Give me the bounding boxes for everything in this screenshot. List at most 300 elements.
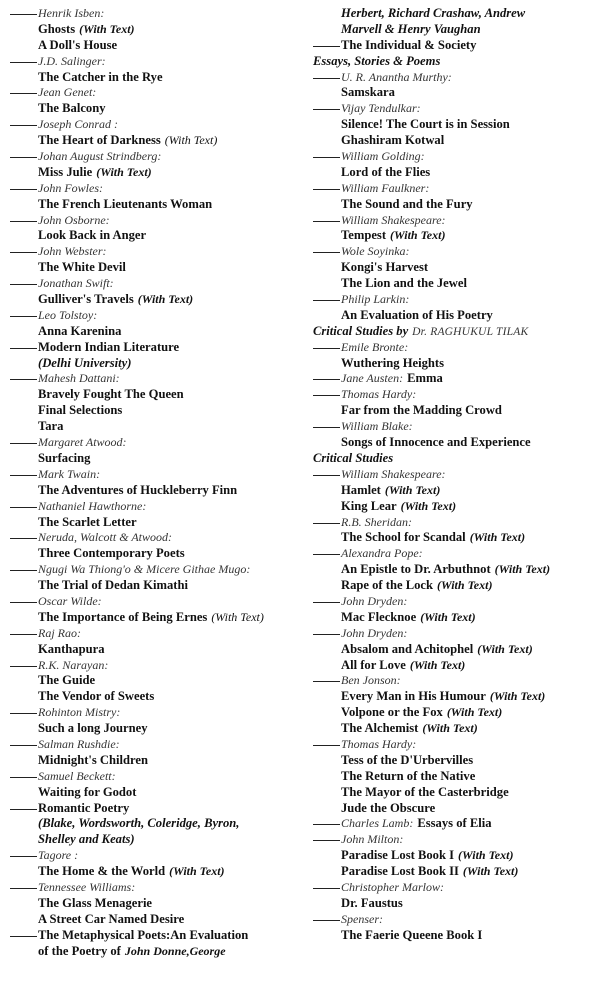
blank-line xyxy=(10,220,37,222)
list-item xyxy=(10,69,300,85)
section-title: The Metaphysical Poets:An Evaluation xyxy=(38,927,249,942)
list-item xyxy=(313,577,595,593)
book-title: Absalom and Achitophel xyxy=(341,641,474,656)
author-name: Tagore : xyxy=(38,848,79,863)
book-title: Tempest xyxy=(341,228,387,243)
blank-line xyxy=(313,633,340,635)
book-title: Mac Flecknoe xyxy=(341,609,417,624)
book-title: Jude the Obscure xyxy=(341,800,436,815)
list-item xyxy=(313,672,595,688)
book-title: Volpone or the Fox xyxy=(341,705,443,720)
author-name: Tennessee Williams: xyxy=(38,879,136,894)
list-item xyxy=(10,672,300,688)
list-item xyxy=(313,482,595,498)
book-title: The Vendor of Sweets xyxy=(38,689,155,704)
author-name: Henrik Isben: xyxy=(38,6,105,20)
list-item xyxy=(313,370,595,386)
list-item xyxy=(10,498,300,514)
list-item xyxy=(10,275,300,291)
section-heading: Essays, Stories & Poems xyxy=(313,53,441,68)
list-item xyxy=(10,307,300,323)
list-item xyxy=(10,688,300,704)
blank-line xyxy=(313,251,340,253)
blank-line xyxy=(313,553,340,555)
book-title: of the Poetry of xyxy=(38,943,121,958)
author-name: Spenser: xyxy=(341,911,383,926)
blank-line xyxy=(313,108,340,110)
book-title: Samskara xyxy=(341,85,395,100)
list-item xyxy=(10,657,300,673)
book-title: Essays of Elia xyxy=(417,816,492,831)
list-item xyxy=(10,927,300,943)
book-title: The Sound and the Fury xyxy=(341,196,473,211)
blank-line xyxy=(313,522,340,524)
blank-line xyxy=(313,378,340,380)
blank-line xyxy=(10,744,37,746)
blank-line xyxy=(313,426,340,428)
book-title: An Evaluation of His Poetry xyxy=(341,307,493,322)
book-title: The Faerie Queene Book I xyxy=(341,927,483,942)
book-title: Such a long Journey xyxy=(38,721,148,736)
book-title: Tara xyxy=(38,419,64,434)
author-name: Oscar Wilde: xyxy=(38,593,102,608)
author-name: Ngugi Wa Thiong'o & Micere Githae Mugo: xyxy=(38,562,251,577)
text-note: (With Text) xyxy=(169,864,225,879)
list-item xyxy=(10,625,300,641)
list-item xyxy=(313,148,595,164)
list-item xyxy=(313,196,595,212)
list-item xyxy=(313,227,595,243)
text-note: (With Text) xyxy=(458,848,514,863)
list-item xyxy=(10,132,300,148)
book-title: Hamlet xyxy=(341,482,381,497)
book-title: Paradise Lost Book I xyxy=(341,848,455,863)
text-note: (With Text) xyxy=(489,689,546,704)
list-item xyxy=(313,466,595,482)
list-item xyxy=(313,609,595,625)
list-item xyxy=(10,180,300,196)
blank-line xyxy=(313,887,340,889)
book-title: The Trial of Dedan Kimathi xyxy=(38,578,188,593)
book-title: Look Back in Anger xyxy=(38,228,147,243)
list-item xyxy=(313,561,595,577)
author-name: Mahesh Dattani: xyxy=(38,371,120,386)
author-name: Joseph Conrad : xyxy=(38,117,118,132)
blank-line xyxy=(10,569,37,571)
book-title: Midnight's Children xyxy=(38,752,148,767)
list-item xyxy=(313,307,595,323)
blank-line xyxy=(10,283,37,285)
list-item xyxy=(10,704,300,720)
list-item xyxy=(10,291,300,307)
book-title: Kanthapura xyxy=(38,641,105,656)
list-item xyxy=(10,831,300,847)
book-title: Lord of the Flies xyxy=(341,164,431,179)
blank-line xyxy=(10,251,37,253)
list-item xyxy=(313,720,595,736)
list-item xyxy=(10,418,300,434)
list-item xyxy=(313,895,595,911)
list-item xyxy=(10,434,300,450)
author-name: Margaret Atwood: xyxy=(38,435,127,450)
book-title: The Balcony xyxy=(38,101,106,116)
blank-line xyxy=(313,299,340,301)
list-item xyxy=(313,688,595,704)
section-title: Modern Indian Literature xyxy=(38,339,180,354)
author-name: U. R. Anantha Murthy: xyxy=(341,69,452,84)
list-item xyxy=(313,831,595,847)
text-note: (With Text) xyxy=(400,498,457,513)
list-item xyxy=(10,37,300,53)
blank-line xyxy=(313,601,340,603)
book-title: Tess of the D'Urbervilles xyxy=(341,752,474,767)
list-item xyxy=(313,911,595,927)
blank-line xyxy=(10,712,37,714)
author-name: Samuel Beckett: xyxy=(38,768,116,783)
blank-line xyxy=(10,124,37,126)
author-name: Wole Soyinka: xyxy=(341,244,410,259)
blank-line xyxy=(10,378,37,380)
blank-line xyxy=(10,442,37,444)
section-title: The Individual & Society xyxy=(341,37,477,52)
blank-line xyxy=(10,347,37,349)
list-item xyxy=(10,450,300,466)
text-note: (With Text) xyxy=(437,578,493,593)
author-name: William Shakespeare: xyxy=(341,212,446,227)
list-item xyxy=(10,355,300,371)
author-name: Thomas Hardy: xyxy=(341,387,417,402)
list-item xyxy=(10,466,300,482)
blank-line xyxy=(313,474,340,476)
author-name: Christopher Marlow: xyxy=(341,879,445,894)
blank-line xyxy=(313,156,340,158)
list-item xyxy=(10,212,300,228)
list-item xyxy=(313,275,595,291)
book-title: Paradise Lost Book II xyxy=(341,864,459,879)
list-item xyxy=(10,148,300,164)
author-name: William Shakespeare: xyxy=(341,466,446,481)
author-name: Alexandra Pope: xyxy=(341,546,423,561)
author-name: John Milton: xyxy=(341,832,404,847)
book-title: Waiting for Godot xyxy=(38,784,137,799)
list-item xyxy=(10,53,300,69)
list-item xyxy=(313,84,595,100)
text-note: (With Text) xyxy=(446,705,503,720)
book-title: The Adventures of Huckleberry Finn xyxy=(38,482,238,497)
section-heading: Critical Studies xyxy=(313,450,394,465)
list-item xyxy=(313,37,595,53)
text-note: John Donne,George xyxy=(124,943,226,958)
book-title: Final Selections xyxy=(38,403,123,418)
book-title: An Epistle to Dr. Arbuthnot xyxy=(341,562,491,577)
book-title: Songs of Innocence and Experience xyxy=(341,435,531,450)
book-title: The White Devil xyxy=(38,260,126,275)
author-name: Ben Jonson: xyxy=(341,673,401,688)
text-note: (With Text) xyxy=(494,562,551,577)
text-note: (With Text) xyxy=(469,530,526,545)
list-item xyxy=(313,593,595,609)
book-title: A Doll's House xyxy=(38,37,118,52)
list-item xyxy=(10,800,300,816)
author-name: Charles Lamb: xyxy=(341,816,414,831)
list-item xyxy=(313,339,595,355)
right-column xyxy=(313,5,595,943)
blank-line xyxy=(10,506,37,508)
blank-line xyxy=(10,156,37,158)
book-title: Marvell & Henry Vaughan xyxy=(341,21,481,36)
list-item xyxy=(313,69,595,85)
author-name: Philip Larkin: xyxy=(341,292,410,307)
blank-line xyxy=(10,633,37,635)
author-name: Emile Bronte: xyxy=(341,339,409,354)
list-item xyxy=(10,641,300,657)
list-item xyxy=(313,434,595,450)
list-item xyxy=(313,5,595,21)
book-title: Silence! The Court is in Session xyxy=(341,117,510,132)
book-title: The Glass Menagerie xyxy=(38,895,153,910)
list-item xyxy=(10,84,300,100)
blank-line xyxy=(10,13,37,15)
book-title: A Street Car Named Desire xyxy=(38,911,185,926)
book-title: Gulliver's Travels xyxy=(38,292,134,307)
blank-line xyxy=(10,537,37,539)
list-item xyxy=(10,402,300,418)
blank-line xyxy=(313,220,340,222)
author-name: Rohinton Mistry: xyxy=(38,705,121,720)
list-item xyxy=(313,132,595,148)
text-note: (With Text) xyxy=(422,721,478,736)
list-item xyxy=(313,704,595,720)
blank-line xyxy=(10,808,37,810)
blank-line xyxy=(313,744,340,746)
blank-line xyxy=(10,601,37,603)
author-name: R.B. Sheridan: xyxy=(341,514,412,529)
list-item xyxy=(313,402,595,418)
list-item xyxy=(313,291,595,307)
author-name: J.D. Salinger: xyxy=(38,53,106,68)
book-title: Herbert, Richard Crashaw, Andrew xyxy=(341,6,526,20)
author-name: John Webster: xyxy=(38,244,107,259)
list-item xyxy=(313,800,595,816)
section-author: Dr. RAGHUKUL TILAK xyxy=(412,325,529,338)
list-item xyxy=(313,625,595,641)
list-item xyxy=(313,21,595,37)
author-name: Vijay Tendulkar: xyxy=(341,101,421,116)
blank-line xyxy=(10,92,37,94)
list-item xyxy=(10,720,300,736)
list-item xyxy=(10,943,300,959)
book-title: King Lear xyxy=(341,498,397,513)
blank-line xyxy=(10,315,37,317)
list-item xyxy=(10,227,300,243)
list-item xyxy=(10,577,300,593)
blank-line xyxy=(313,347,340,349)
list-item xyxy=(313,386,595,402)
author-name: Leo Tolstoy: xyxy=(38,307,98,322)
blank-line xyxy=(10,935,37,937)
list-item xyxy=(313,323,595,339)
blank-line xyxy=(313,680,340,682)
list-item xyxy=(313,498,595,514)
author-name: Salman Rushdie: xyxy=(38,736,120,751)
author-name: John Fowles: xyxy=(38,180,103,195)
book-title: The School for Scandal xyxy=(341,530,466,545)
book-title: The Alchemist xyxy=(341,721,419,736)
book-title: The Home & the World xyxy=(38,864,166,879)
list-item xyxy=(10,815,300,831)
text-note: (With Text) xyxy=(409,657,466,672)
blank-line xyxy=(313,394,340,396)
author-name: John Dryden: xyxy=(341,593,408,608)
book-title: Surfacing xyxy=(38,450,91,465)
list-item xyxy=(313,752,595,768)
book-title: All for Love xyxy=(341,657,406,672)
list-item xyxy=(313,514,595,530)
list-item xyxy=(10,847,300,863)
book-title: The Guide xyxy=(38,673,96,688)
book-title: Miss Julie xyxy=(38,164,93,179)
author-name: Jean Genet: xyxy=(38,85,97,100)
text-note: (With Text) xyxy=(390,228,446,243)
list-item xyxy=(10,911,300,927)
list-item xyxy=(313,243,595,259)
list-item xyxy=(10,21,300,37)
list-item xyxy=(313,768,595,784)
list-item xyxy=(313,100,595,116)
list-item xyxy=(313,212,595,228)
blank-line xyxy=(313,823,340,825)
text-note: (With Text) xyxy=(462,864,519,879)
book-title: The French Lieutenants Woman xyxy=(38,196,213,211)
book-title: Emma xyxy=(407,371,443,386)
book-title: The Heart of Darkness xyxy=(38,133,161,148)
book-title: Kongi's Harvest xyxy=(341,260,429,275)
book-title: Bravely Fought The Queen xyxy=(38,387,184,402)
book-title: Rape of the Lock xyxy=(341,578,433,593)
list-item xyxy=(10,529,300,545)
list-item xyxy=(313,418,595,434)
list-item xyxy=(10,116,300,132)
list-item xyxy=(10,895,300,911)
list-item xyxy=(10,879,300,895)
author-name: John Dryden: xyxy=(341,625,408,640)
text-note: (With Text) xyxy=(137,292,194,307)
book-title: Three Contemporary Poets xyxy=(38,546,185,561)
book-title: Shelley and Keats) xyxy=(38,832,135,847)
blank-line xyxy=(313,188,340,190)
text-note: (With Text) xyxy=(420,609,476,624)
list-item xyxy=(10,5,300,21)
list-item xyxy=(10,863,300,879)
author-name: Jonathan Swift: xyxy=(38,276,114,291)
text-note: (With Text) xyxy=(96,164,152,179)
blank-line xyxy=(313,77,340,79)
author-name: Raj Rao: xyxy=(38,625,81,640)
list-item xyxy=(313,116,595,132)
author-name: Neruda, Walcott & Atwood: xyxy=(38,530,173,545)
list-item xyxy=(10,609,300,625)
list-item xyxy=(10,370,300,386)
list-item xyxy=(10,259,300,275)
text-note: (With Text) xyxy=(211,609,264,624)
list-item xyxy=(313,736,595,752)
list-item xyxy=(10,514,300,530)
list-item xyxy=(10,736,300,752)
blank-line xyxy=(10,61,37,63)
blank-line xyxy=(313,839,340,841)
book-title: The Return of the Native xyxy=(341,768,476,783)
list-item xyxy=(10,339,300,355)
list-item xyxy=(10,784,300,800)
list-item xyxy=(313,927,595,943)
blank-line xyxy=(10,188,37,190)
blank-line xyxy=(10,665,37,667)
list-item xyxy=(313,259,595,275)
book-title: Anna Karenina xyxy=(38,323,122,338)
list-item xyxy=(313,53,595,69)
list-item xyxy=(10,164,300,180)
list-item xyxy=(313,164,595,180)
list-item xyxy=(313,815,595,831)
list-item xyxy=(313,450,595,466)
list-item xyxy=(10,100,300,116)
book-title: Wuthering Heights xyxy=(341,355,444,370)
list-item xyxy=(313,529,595,545)
blank-line xyxy=(10,474,37,476)
blank-line xyxy=(313,919,340,921)
author-name: Johan August Strindberg: xyxy=(38,149,162,164)
blank-line xyxy=(10,855,37,857)
blank-line xyxy=(313,45,340,47)
section-title: Romantic Poetry xyxy=(38,800,130,815)
list-item xyxy=(313,847,595,863)
book-title: Far from the Madding Crowd xyxy=(341,403,502,418)
book-title: The Mayor of the Casterbridge xyxy=(341,784,509,799)
book-title: The Lion and the Jewel xyxy=(341,276,467,291)
list-item xyxy=(313,180,595,196)
blank-line xyxy=(10,887,37,889)
book-title: The Catcher in the Rye xyxy=(38,69,163,84)
list-item xyxy=(10,561,300,577)
list-item xyxy=(313,879,595,895)
book-title: (Delhi University) xyxy=(38,355,132,370)
list-item xyxy=(313,657,595,673)
list-item xyxy=(10,545,300,561)
author-name: William Blake: xyxy=(341,419,413,434)
list-item xyxy=(10,386,300,402)
author-name: R.K. Narayan: xyxy=(38,657,109,672)
text-note: (With Text) xyxy=(384,482,441,497)
list-item xyxy=(313,863,595,879)
list-item xyxy=(313,641,595,657)
book-title: The Importance of Being Ernes xyxy=(38,609,208,624)
left-column xyxy=(10,5,300,958)
author-name: William Golding: xyxy=(341,149,425,164)
author-name: William Faulkner: xyxy=(341,180,430,195)
list-item xyxy=(10,768,300,784)
author-name: Mark Twain: xyxy=(38,466,101,481)
list-item xyxy=(313,355,595,371)
section-heading: Critical Studies by xyxy=(313,323,409,338)
text-note: (With Text) xyxy=(79,21,135,36)
list-item xyxy=(10,593,300,609)
book-title: Ghosts xyxy=(38,21,76,36)
list-item xyxy=(10,482,300,498)
list-item xyxy=(10,323,300,339)
text-note: (With Text) xyxy=(477,641,533,656)
book-title: (Blake, Wordsworth, Coleridge, Byron, xyxy=(38,816,240,831)
list-item xyxy=(10,196,300,212)
